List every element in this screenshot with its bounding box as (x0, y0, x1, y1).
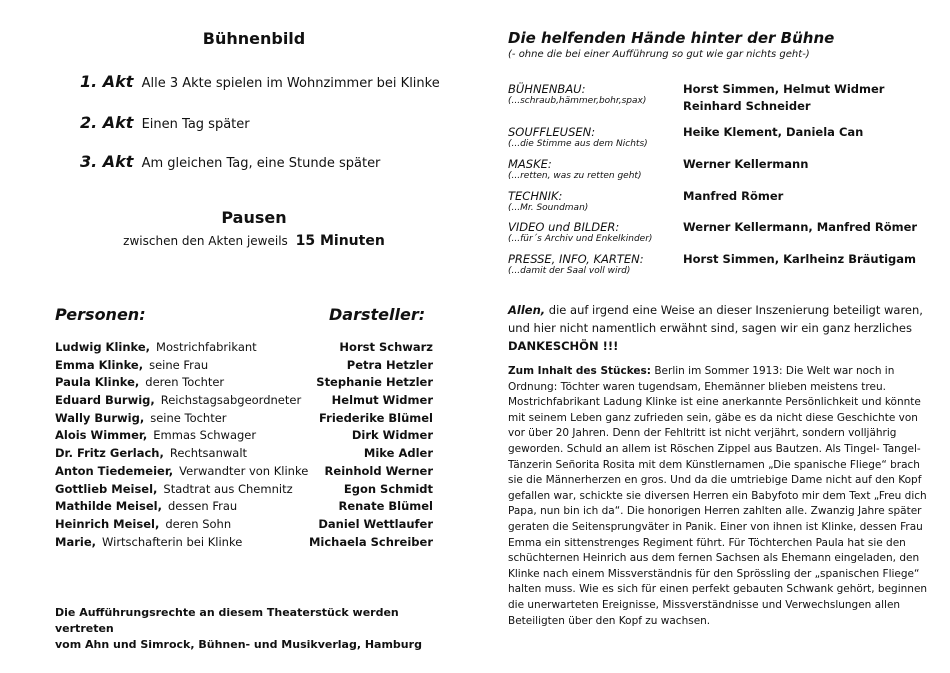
story-lead: Zum Inhalt des Stückes: (508, 365, 651, 377)
crew-row (508, 252, 938, 276)
akt-text: Einen Tag später (141, 117, 250, 132)
crew-row (508, 157, 938, 181)
crew-note: (...schraub,hämmer,bohr,spax) (508, 96, 647, 106)
actor-name: Horst Schwarz (339, 340, 433, 354)
cast-row (55, 411, 433, 429)
actor-name: Helmut Widmer (331, 393, 433, 408)
actor-name: Mike Adler (363, 446, 433, 461)
rights-notice (55, 605, 455, 653)
crew-subtitle: (- ohne die bei einer Aufführung so gut wie gar nichts geht-) (508, 49, 810, 60)
darsteller-heading: Darsteller: (329, 305, 426, 324)
crew-names: Horst Simmen, Karlheinz Bräutigam (683, 252, 916, 266)
cast-row (55, 517, 433, 535)
crew-names: Manfred Römer (683, 189, 784, 203)
cast-row (55, 358, 433, 376)
cast-row (55, 393, 433, 411)
character-description: Rechtsanwalt (169, 446, 248, 461)
crew-names: Heike Klement, Daniela Can (683, 125, 864, 139)
character-description: dessen Frau (167, 499, 238, 514)
crew-role: SOUFFLEUSEN: (508, 125, 596, 139)
cast-row (55, 499, 433, 517)
crew-row (508, 189, 938, 213)
actor-name: Petra Hetzler (346, 357, 433, 372)
akt-3 (80, 152, 380, 171)
cast-row (55, 375, 433, 393)
crew-row (508, 220, 938, 244)
character-description: Verwandter von Klinke (179, 463, 309, 478)
crew-names: Werner Kellermann, Manfred Römer (683, 220, 918, 234)
character-name: Anton Tiedemeier, (55, 463, 174, 478)
cast-list (55, 340, 433, 552)
story-text: Berlin im Sommer 1913: Die Welt war noch in Ordnung: Töchter waren tugendsam, Ehemänner blieben meistens treu. Mostrichfabrikant Ladung Klinke ist eine anerkannte Persönlichkeit und könnte mit seinem Leben ganz zufrieden sein, gäbe es da nicht diese Geschichte von vor über 20 Jahren. Denn der Fehltritt ist nicht verjährt, sondern volljährig geworden. Schuld an allem ist Röschen Zippel aus Bautzen. Als Tingel- Tangel- Tänzerin Señorita Rosita mit dem Künstlernamen „Die spanische Fliege“ brach sie die Männerherzen en gros. Und da die umtriebige Dame nicht auf den Kopf gefallen war, schickte sie diversen Herren ein Babyfoto mir dem Text „Freu dich Papa, nun bin ich da“. Die honorigen Herren zahlten alle. Zwanzig Jahre später geraten die Seitensprungväter in Panik. Einer von ihnen ist Klinke, dessen Frau Emma ein sittenstrenges Regiment führt. Für Töchterchen Paula hat sie den schüchternen Heinrich aus dem fernen Sachsen als Ehemann eingeladen, den Klinke nach einem Missverständnis für den Sprössling der „spanischen Fliege“ halten muss. Wie es sich für einen perfekt gebauten Schwank gehört, beginnen die unerwarteten Ereignisse, Missverständnisse und Verwechslungen allen Beteiligten über den Kopf zu wachsen. (508, 365, 928, 627)
crew-note: (...damit der Saal voll wird) (508, 266, 631, 276)
character-name: Paula Klinke, (55, 375, 140, 390)
actor-name: Stephanie Hetzler (316, 375, 433, 390)
crew-names: Werner Kellermann (683, 157, 809, 171)
actor-name: Egon Schmidt (343, 481, 433, 496)
akt-number: 1. Akt (80, 72, 134, 91)
crew-names: Horst Simmen, Helmut Widmer (683, 82, 885, 96)
crew-role: BÜHNENBAU: (508, 82, 586, 96)
character-description: seine Tochter (150, 410, 227, 425)
actor-name: Friederike Blümel (319, 410, 433, 425)
rights-line: Die Aufführungsrechte an diesem Theaterstück werden vertreten (55, 606, 399, 635)
character-name: Ludwig Klinke, (55, 340, 151, 354)
character-description: deren Sohn (165, 516, 232, 531)
cast-row (55, 482, 433, 500)
buehnenbild-title: Bühnenbild (202, 29, 306, 48)
crew-row (508, 82, 938, 113)
rights-line: vom Ahn und Simrock, Bühnen- und Musikverlag, Hamburg (55, 638, 422, 651)
character-name: Gottlieb Meisel, (55, 481, 158, 496)
akt-1 (80, 72, 440, 91)
actor-name: Michaela Schreiber (308, 534, 433, 549)
cast-row (55, 464, 433, 482)
character-description: Mostrichfabrikant (156, 340, 257, 354)
cast-row (55, 446, 433, 464)
crew-row (508, 125, 938, 149)
cast-row (55, 535, 433, 553)
pausen-title: Pausen (221, 208, 287, 227)
cast-row (55, 340, 433, 358)
akt-2 (80, 113, 250, 132)
crew-title: Die helfenden Hände hinter der Bühne (508, 29, 835, 47)
character-description: seine Frau (149, 357, 209, 372)
crew-role: TECHNIK: (508, 189, 563, 203)
character-name: Marie, (55, 534, 96, 549)
crew-names-second-line: Reinhard Schneider (683, 99, 811, 113)
akt-number: 3. Akt (80, 152, 134, 171)
character-name: Mathilde Meisel, (55, 499, 162, 514)
character-name: Emma Klinke, (55, 357, 144, 372)
thanks-big: DANKESCHÖN !!! (508, 339, 619, 353)
character-name: Eduard Burwig, (55, 393, 155, 408)
pausen-label: zwischen den Akten jeweils (123, 234, 288, 248)
crew-note: (...Mr. Soundman) (508, 203, 589, 213)
thanks-lead: Allen, (508, 303, 546, 317)
character-description: Wirtschafterin bei Klinke (102, 534, 243, 549)
character-name: Wally Burwig, (55, 410, 145, 425)
crew-role: VIDEO und BILDER: (508, 220, 620, 234)
pausen-text (0, 233, 508, 249)
character-description: Reichstagsabgeordneter (160, 393, 302, 408)
character-description: Stadtrat aus Chemnitz (163, 481, 293, 496)
story-paragraph (508, 364, 933, 629)
crew-role: PRESSE, INFO, KARTEN: (508, 252, 644, 266)
character-description: deren Tochter (145, 375, 225, 390)
akt-text: Alle 3 Akte spielen im Wohnzimmer bei Klinke (141, 76, 440, 91)
character-name: Alois Wimmer, (55, 428, 148, 443)
crew-note: (...retten, was zu retten geht) (508, 171, 642, 181)
akt-number: 2. Akt (80, 113, 134, 132)
actor-name: Renate Blümel (338, 499, 433, 514)
pausen-value: 15 Minuten (295, 233, 385, 249)
akt-text: Am gleichen Tag, eine Stunde später (141, 156, 381, 171)
character-name: Heinrich Meisel, (55, 516, 160, 531)
personen-heading: Personen: (55, 305, 146, 324)
thanks-text: die auf irgend eine Weise an dieser Inszenierung beteiligt waren, und hier nicht namentlich erwähnt sind, sagen wir ein ganz herzliches (508, 303, 923, 335)
cast-row (55, 428, 433, 446)
character-description: Emmas Schwager (153, 428, 257, 443)
crew-role: MASKE: (508, 157, 552, 171)
crew-note: (...die Stimme aus dem Nichts) (508, 139, 648, 149)
actor-name: Daniel Wettlaufer (318, 516, 433, 531)
actor-name: Dirk Widmer (351, 428, 433, 443)
crew-note: (...für´s Archiv und Enkelkinder) (508, 234, 653, 244)
thanks-paragraph (508, 301, 928, 355)
character-name: Dr. Fritz Gerlach, (55, 446, 164, 461)
actor-name: Reinhold Werner (324, 463, 433, 478)
